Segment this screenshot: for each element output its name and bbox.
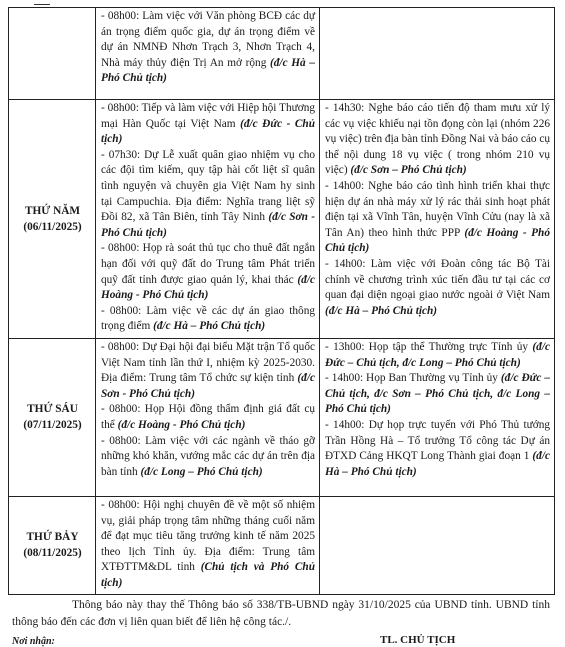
schedule-row-continued bbox=[9, 8, 555, 100]
signature-heading: TL. CHỦ TỊCH bbox=[380, 634, 456, 646]
item-assignee: (đ/c Hà – Phó Chủ tịch) bbox=[325, 304, 438, 317]
item-assignee: (đ/c Đức - Chủ tịch) bbox=[101, 117, 316, 146]
schedule-row-saturday bbox=[9, 497, 555, 595]
afternoon-cell bbox=[320, 497, 555, 595]
schedule-item bbox=[101, 402, 315, 433]
item-assignee: (đ/c Hoàng - Phó Chủ tịch) bbox=[325, 226, 550, 255]
schedule-item bbox=[101, 498, 315, 592]
morning-cell bbox=[96, 497, 320, 595]
item-assignee: (đ/c Hà – Phó Chủ tịch) bbox=[101, 56, 316, 85]
weekday-label: THỨ BẢY bbox=[26, 530, 79, 543]
item-text: - 14h00: Họp Ban Thường vụ Tỉnh ủy bbox=[325, 372, 501, 385]
weekday-label: THỨ NĂM bbox=[24, 204, 81, 217]
item-text: - 08h00: Họp Hội đồng thẩm định giá đất cụ thể bbox=[101, 403, 315, 431]
schedule-item bbox=[101, 101, 315, 148]
day-cell bbox=[9, 8, 96, 100]
item-assignee: (đ/c Hà – Phó Chủ tịch) bbox=[325, 450, 550, 478]
schedule-item bbox=[101, 241, 315, 303]
item-assignee: (đ/c Hoàng - Phó Chủ tịch) bbox=[101, 273, 315, 302]
item-text: - 14h00: Làm việc với Đoàn công tác Bộ Tài chính về chương trình xúc tiến đầu tư tại các cơ quan đại diện ngoại giao nước ngoài ở Việt Nam bbox=[325, 257, 550, 302]
schedule-item bbox=[325, 340, 550, 371]
weekday-label: THỨ SÁU bbox=[27, 403, 78, 415]
morning-cell bbox=[96, 100, 320, 339]
item-text: - 14h00: Nghe báo cáo tình hình triển khai thực hiện dự án nhà máy xử lý rác thải sinh hoạt phát điện tại xã Vĩnh Tân, huyện Vĩnh Cửu (nay là xã Tân An) theo hình thức PPP bbox=[325, 179, 550, 239]
schedule-item bbox=[101, 304, 315, 335]
item-text: - 08h00: Hội nghị chuyên đề về một số nhiệm vụ, giải pháp trọng tâm những tháng cuối năm để đạt mục tiêu tăng trưởng kinh tế năm 2025 theo lịch Tỉnh ủy. Địa điểm: Trung tâm XTĐTTM&DL tỉnh bbox=[101, 499, 315, 574]
top-divider bbox=[34, 4, 50, 5]
afternoon-cell bbox=[320, 339, 555, 497]
schedule-item bbox=[101, 434, 315, 481]
item-text: - 08h00: Làm việc với Văn phòng BCĐ các dự án trọng điểm quốc gia, dự án trọng điểm về dự án NMNĐ Nhơn Trạch 3, Nhơn Trạch 4, Nhà máy thủy điện Trị An mở rộng bbox=[101, 10, 315, 69]
date-label: (06/11/2025) bbox=[23, 220, 82, 233]
schedule-row-thursday bbox=[9, 100, 555, 339]
recipients-heading: Nơi nhận: bbox=[12, 636, 55, 647]
schedule-item bbox=[325, 179, 550, 257]
item-text: - 08h00: Làm việc với các ngành về tháo gỡ những khó khăn, vướng mắc các dự án trên địa bàn tỉnh bbox=[101, 434, 315, 478]
schedule-item bbox=[325, 371, 550, 418]
item-assignee: (đ/c Sơn - Phó Chủ tịch) bbox=[101, 372, 315, 400]
schedule-item bbox=[325, 257, 550, 319]
item-text: - 08h00: Tiếp và làm việc với Hiệp hội Thương mại Hàn Quốc tại Việt Nam bbox=[101, 102, 315, 130]
date-label: (07/11/2025) bbox=[23, 419, 82, 431]
item-assignee: (đ/c Sơn - Phó Chủ tịch) bbox=[101, 211, 315, 239]
afternoon-cell bbox=[320, 8, 555, 100]
schedule-item bbox=[325, 418, 550, 480]
schedule-row-friday bbox=[9, 339, 555, 497]
item-text: - 08h00: Họp rà soát thủ tục cho thuê đất ngắn hạn đối với quỹ đất do Trung tâm Phát triển quỹ đất tỉnh được giao quản lý, khai thác bbox=[101, 242, 315, 286]
day-cell bbox=[9, 339, 96, 497]
item-assignee: (đ/c Đức – Chủ tịch, đ/c Sơn – Phó Chủ tịch, đ/c Long – Phó Chủ tịch) bbox=[325, 372, 550, 416]
item-assignee: (đ/c Sơn – Phó Chủ tịch) bbox=[350, 164, 467, 177]
day-cell bbox=[9, 100, 96, 339]
morning-cell bbox=[96, 339, 320, 497]
day-cell bbox=[9, 497, 96, 595]
schedule-item bbox=[325, 101, 550, 179]
item-assignee: (Chủ tịch và Phó Chủ tịch) bbox=[101, 561, 315, 589]
morning-cell bbox=[96, 8, 320, 100]
schedule-table bbox=[8, 7, 555, 595]
item-assignee: (đ/c Hoàng - Phó Chủ tịch) bbox=[117, 418, 246, 431]
replacement-notice: Thông báo này thay thế Thông báo số 338/TB-UBND ngày 31/10/2025 của UBND tỉnh. UBND tỉnh thông báo đến các đơn vị liên quan biết để liên hệ công tác./. bbox=[12, 599, 550, 628]
date-label: (08/11/2025) bbox=[23, 546, 82, 559]
schedule-item bbox=[101, 340, 315, 402]
item-text: - 08h00: Dự Đại hội đại biểu Mặt trận Tổ quốc Việt Nam tỉnh lần thứ I, nhiệm kỳ 2025-2030. Địa điểm: Trung tâm Tổ chức sự kiện tỉnh bbox=[101, 341, 315, 385]
item-assignee: (đ/c Hà – Phó Chủ tịch) bbox=[153, 320, 266, 333]
item-text: - 14h00: Dự họp trực tuyến với Phó Thủ tướng Trần Hồng Hà – Tổ trưởng Tổ công tác Dự án ĐTXD Cảng HKQT Long Thành giai đoạn 1 bbox=[325, 418, 550, 463]
afternoon-cell bbox=[320, 100, 555, 339]
schedule-item bbox=[101, 148, 315, 242]
item-text: - 08h00: Làm việc về các dự án giao thông trọng điểm bbox=[101, 304, 315, 333]
schedule-item bbox=[101, 9, 315, 87]
item-assignee: (đ/c Long – Phó Chủ tịch) bbox=[140, 465, 263, 478]
item-text: - 13h00: Họp tập thể Thường trực Tỉnh ủy bbox=[325, 341, 533, 353]
item-text: - 14h30: Nghe báo cáo tiến độ tham mưu xử lý các vụ việc khiếu nại tồn đọng còn lại (nhóm 226 vụ việc) trên địa bàn tỉnh Đồng Nai và báo cáo cụ thể nội dung 18 vụ việc ( trong nhóm 210 vụ việc) bbox=[325, 102, 550, 177]
item-assignee: (đ/c Đức – Chủ tịch, đ/c Long – Phó Chủ tịch) bbox=[325, 341, 550, 369]
item-text: - 07h30: Dự Lễ xuất quân giao nhiệm vụ cho các đội tìm kiếm, quy tập hài cốt liệt sĩ quân tình nguyện và chuyên gia Việt Nam hy sinh tại Campuchia. Địa điểm: Nghĩa trang liệt sỹ Đồi 82, xã Tân Biên, tỉnh Tây Ninh bbox=[101, 148, 315, 224]
